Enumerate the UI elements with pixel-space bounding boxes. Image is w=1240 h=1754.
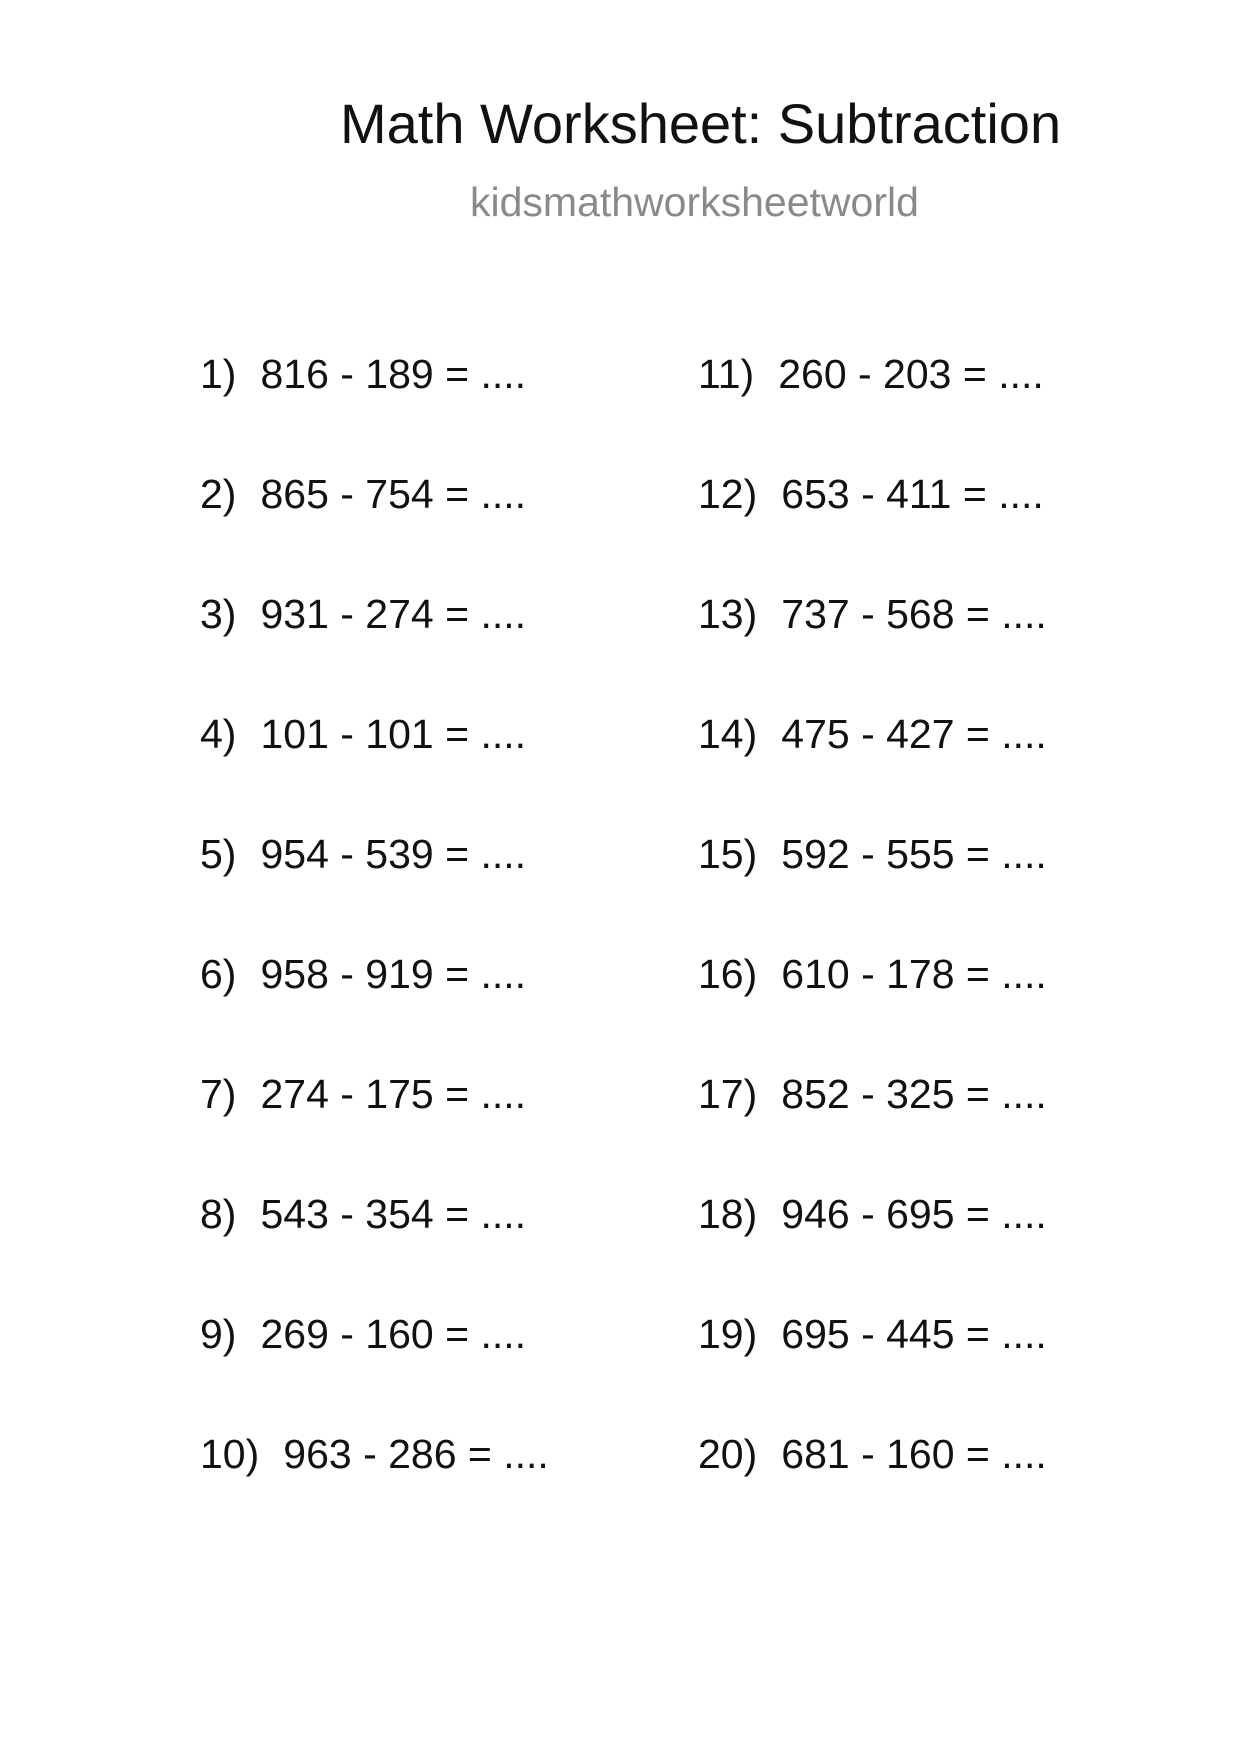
problem-number: 19)	[698, 1311, 758, 1357]
problem-item	[200, 1191, 527, 1237]
problem-expression: 946 - 695 = ....	[781, 1191, 1047, 1237]
problem-number: 17)	[698, 1071, 758, 1117]
problem-number: 11)	[698, 351, 755, 397]
problem-expression: 543 - 354 = ....	[260, 1191, 527, 1237]
problem-item	[200, 831, 527, 877]
problem-item	[698, 1311, 1047, 1357]
problem-item	[200, 951, 527, 997]
problem-item	[698, 591, 1047, 637]
problem-item	[200, 591, 527, 637]
problem-item	[698, 1191, 1047, 1237]
problem-expression: 963 - 286 = ....	[283, 1431, 549, 1477]
problem-number: 14)	[698, 711, 758, 757]
problem-number: 2)	[200, 471, 237, 517]
problem-number: 18)	[698, 1191, 758, 1237]
problem-number: 12)	[698, 471, 758, 517]
problem-expression: 816 - 189 = ....	[260, 351, 527, 397]
problem-expression: 653 - 411 = ....	[781, 471, 1044, 517]
problem-expression: 610 - 178 = ....	[781, 951, 1047, 997]
problem-expression: 852 - 325 = ....	[781, 1071, 1047, 1117]
problem-expression: 931 - 274 = ....	[260, 591, 527, 637]
problem-item	[698, 1071, 1047, 1117]
problem-number: 9)	[200, 1311, 237, 1357]
problem-number: 10)	[200, 1431, 260, 1477]
problem-expression: 737 - 568 = ....	[781, 591, 1047, 637]
problem-number: 13)	[698, 591, 758, 637]
problem-number: 7)	[200, 1071, 237, 1117]
problem-number: 20)	[698, 1431, 758, 1477]
problem-item	[200, 351, 527, 397]
problem-number: 4)	[200, 711, 237, 757]
problem-number: 8)	[200, 1191, 237, 1237]
problem-expression: 681 - 160 = ....	[781, 1431, 1047, 1477]
problem-expression: 260 - 203 = ....	[778, 351, 1044, 397]
problem-item	[200, 1071, 527, 1117]
problem-number: 1)	[200, 351, 237, 397]
problem-expression: 475 - 427 = ....	[781, 711, 1047, 757]
problem-expression: 101 - 101 = ....	[260, 711, 527, 757]
problem-item	[698, 471, 1044, 517]
problem-expression: 865 - 754 = ....	[260, 471, 527, 517]
problem-item	[698, 831, 1047, 877]
problem-item	[698, 951, 1047, 997]
problem-item	[200, 471, 527, 517]
problem-item	[698, 1431, 1047, 1477]
problem-number: 6)	[200, 951, 237, 997]
problem-expression: 958 - 919 = ....	[260, 951, 527, 997]
worksheet-title: Math Worksheet: Subtraction	[340, 92, 1062, 155]
problem-item	[200, 1431, 549, 1477]
problem-item	[698, 351, 1044, 397]
problem-item	[200, 1311, 527, 1357]
worksheet-source: kidsmathworksheetworld	[470, 179, 919, 225]
problem-expression: 269 - 160 = ....	[260, 1311, 527, 1357]
problem-number: 3)	[200, 591, 237, 637]
problem-number: 15)	[698, 831, 758, 877]
problem-number: 16)	[698, 951, 758, 997]
problem-expression: 954 - 539 = ....	[260, 831, 527, 877]
problem-number: 5)	[200, 831, 237, 877]
problem-item	[698, 711, 1047, 757]
problem-expression: 592 - 555 = ....	[781, 831, 1047, 877]
problem-expression: 274 - 175 = ....	[260, 1071, 527, 1117]
problem-item	[200, 711, 527, 757]
problem-expression: 695 - 445 = ....	[781, 1311, 1047, 1357]
